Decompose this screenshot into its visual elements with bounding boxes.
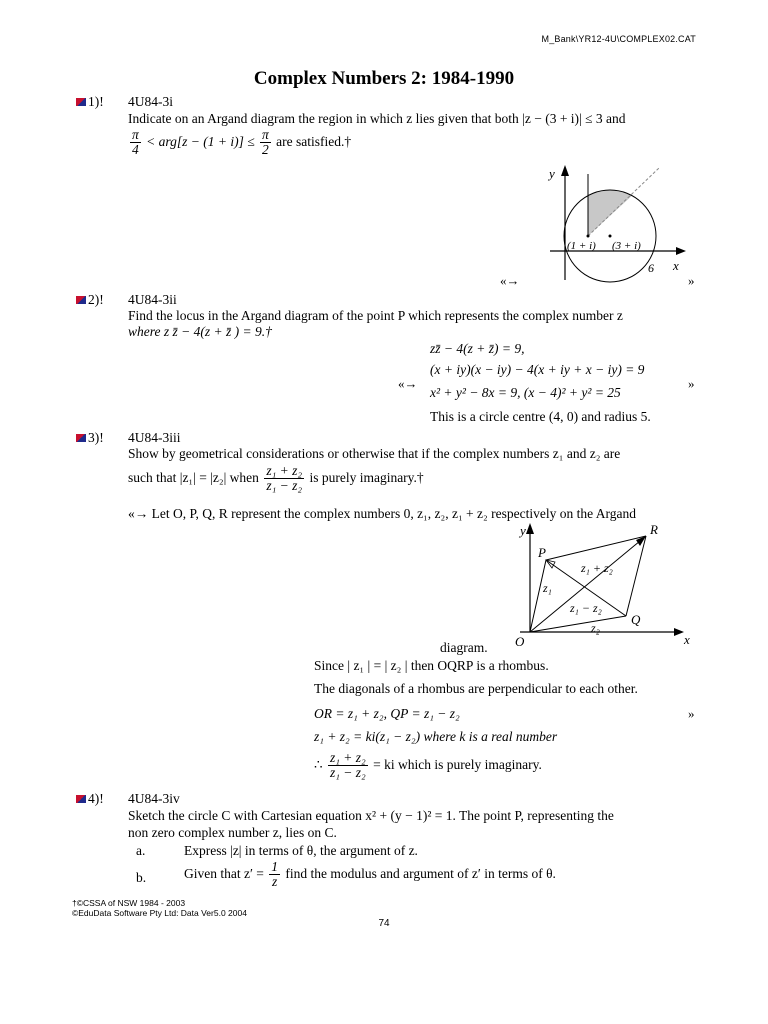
x-axis-arrow [674, 628, 684, 636]
question-3-number: 3)! [76, 430, 104, 446]
label-3-plus-i: (3 + i) [612, 240, 641, 252]
q3-solution-line-3: OR = z₁ + z₂, QP = z₁ − z₂ [314, 706, 460, 721]
q2-solution-line-2: (x + iy)(x − iy) − 4(x + iy + x − iy) = 9 [430, 362, 645, 377]
flag-icon [76, 795, 86, 803]
flag-icon [76, 98, 86, 106]
answer-open-marker: «→ [500, 273, 520, 288]
question-4-text-1: Sketch the circle C with Cartesian equation x² + (y − 1)² = 1. The point P, representing the [128, 808, 614, 823]
tick-label-6: 6 [648, 261, 654, 275]
answer-open-marker: «→ [398, 376, 418, 391]
label-1-plus-i: (1 + i) [567, 240, 596, 252]
question-2-text-1: Find the locus in the Argand diagram of the point P which represents the complex number z [128, 308, 623, 323]
question-3-code: 4U84-3iii [128, 430, 181, 445]
page-title: Complex Numbers 2: 1984-1990 [253, 68, 515, 89]
point-p-label: P [538, 545, 546, 560]
part-b-text: Given that z′ = $\frac{1}{z}$ find the modulus and argument of z′ in terms of θ. [184, 859, 556, 890]
y-axis-label: y [520, 523, 526, 538]
q2-solution-line-3: x² + y² − 8x = 9, (x − 4)² + y² = 25 [430, 385, 621, 400]
point-o-label: O [515, 634, 525, 649]
question-4-code: 4U84-3iv [128, 791, 180, 806]
fraction: $\frac{\pi}{4}$ [132, 127, 139, 158]
q1-argand-diagram [540, 160, 700, 285]
file-path-header: M_Bank\YR12-4U\COMPLEX02.CAT [541, 34, 696, 44]
copyright-line-1: †©CSSA of NSW 1984 - 2003 [72, 898, 186, 908]
question-3-text-3: «→ Let O, P, Q, R represent the complex numbers 0, z₁, z₂, z₁ + z₂ respectively on the Argand [128, 506, 636, 521]
q3-solution-line-2: The diagonals of a rhombus are perpendicular to each other. [314, 681, 638, 696]
part-a-label: a. [136, 843, 146, 858]
page-number: 74 [378, 918, 390, 929]
q3-solution-line-5: ∴ $\frac{\text{z₁ + z₂}}{\text{z₁ − z₂}}$ = ki which is purely imaginary. [314, 750, 542, 781]
question-2-code: 4U84-3ii [128, 292, 177, 307]
q3-rhombus-diagram [500, 520, 700, 650]
question-1-text: Indicate on an Argand diagram the region in which z lies given that both |z − (3 + i)| ≤ 3 and [128, 111, 626, 126]
fraction: $\frac{\text{z₁ + z₂}}{\text{z₁ − z₂}}$ [266, 463, 303, 494]
z2-label: z₂ [591, 621, 600, 635]
point-1-plus-i [587, 235, 590, 238]
point-r-label: R [650, 522, 658, 537]
question-3-text-2: such that |z₁| = |z₂| when $\frac{\text{z₁ + z₂}}{\text{z₁ − z₂}}$ is purely imaginary.† [128, 463, 424, 494]
part-b-label: b. [136, 870, 147, 885]
q3-solution-line-1: Since | z₁ | = | z₂ | then OQRP is a rhombus. [314, 658, 549, 673]
y-axis-arrow [526, 523, 534, 534]
vector-oq [530, 616, 626, 632]
z1-label: z₁ [543, 581, 552, 595]
y-axis-label: y [549, 166, 555, 181]
q3-solution-line-4: z₁ + z₂ = ki(z₁ − z₂) where k is a real number [314, 729, 558, 744]
q2-solution-line-1: zz̄ − 4(z + z̄) = 9, [430, 341, 525, 356]
answer-close-marker: » [688, 273, 695, 288]
question-3-text-1: Show by geometrical considerations or otherwise that if the complex numbers z₁ and z₂ are [128, 446, 621, 461]
flag-icon [76, 434, 86, 442]
question-2-number: 2)! [76, 292, 104, 308]
x-axis-arrow [676, 247, 686, 255]
question-1-inequality: $\frac{\pi}{4}$ < arg[z − (1 + i)] ≤ $\frac{\pi}{2}$ are satisfied.† [132, 127, 352, 158]
point-3-plus-i [609, 235, 612, 238]
difference-label: z₁ − z₂ [570, 601, 602, 615]
y-axis-arrow [561, 165, 569, 176]
copyright-line-2: ©EduData Software Pty Ltd: Data Ver5.0 2004 [72, 908, 247, 918]
q2-solution-line-4: This is a circle centre (4, 0) and radius 5. [430, 409, 651, 424]
question-1-code: 4U84-3i [128, 94, 173, 109]
question-1-number: 1)! [76, 94, 104, 110]
shaded-region [588, 170, 660, 236]
fraction: $\frac{\pi}{2}$ [262, 127, 269, 158]
point-q-label: Q [631, 612, 641, 627]
sum-label: z₁ + z₂ [581, 561, 613, 575]
question-4-text-2: non zero complex number z, lies on C. [128, 825, 337, 840]
flag-icon [76, 296, 86, 304]
arrowhead-p [546, 560, 555, 568]
question-2-text-2: where z z̄ − 4(z + z̄ ) = 9.† [128, 324, 272, 339]
question-4-number: 4)! [76, 791, 104, 807]
fraction: $\frac{1}{z}$ [271, 859, 279, 890]
fraction: $\frac{\text{z₁ + z₂}}{\text{z₁ − z₂}}$ [329, 750, 366, 781]
x-axis-label: x [684, 632, 690, 647]
x-axis-label: x [673, 258, 679, 273]
answer-close-marker: » [688, 376, 695, 391]
answer-close-marker: » [688, 706, 695, 721]
diagram-word: diagram. [440, 640, 488, 655]
part-a-text: Express |z| in terms of θ, the argument of z. [184, 843, 418, 858]
side-qr [626, 536, 646, 616]
